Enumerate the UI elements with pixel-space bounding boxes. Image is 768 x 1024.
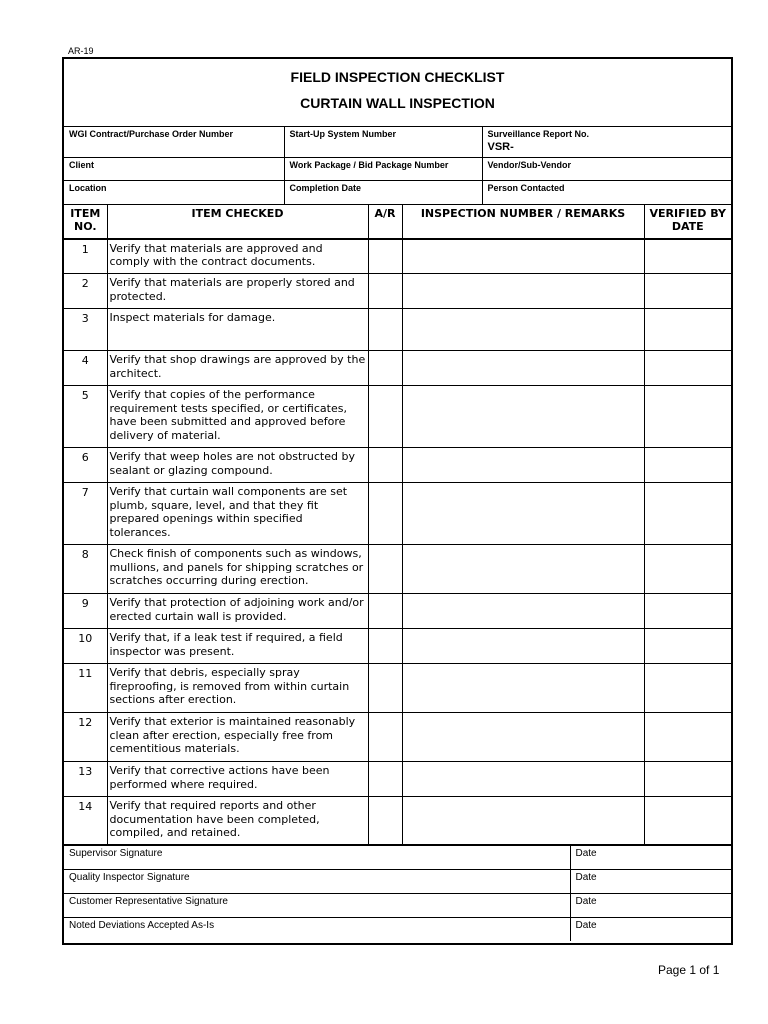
verified-cell[interactable] [644,239,731,274]
remarks-cell[interactable] [402,797,644,845]
location-label: Location [69,182,107,193]
vendor-field[interactable] [482,157,731,180]
table-row [64,309,731,351]
remarks-cell[interactable] [402,386,644,448]
ar-cell[interactable] [368,386,402,448]
completion-date-label: Completion Date [289,182,362,193]
form-subtitle: CURTAIN WALL INSPECTION [300,95,495,111]
supervisor-signature-field[interactable] [64,846,570,870]
vendor-label: Vendor/Sub-Vendor [487,159,572,170]
page-number: Page 1 of 1 [658,963,720,977]
item-text: Verify that protection of adjoining work and/or erected curtain wall is provided. [107,594,368,629]
startup-system-label: Start-Up System Number [289,129,397,139]
item-number: 1 [64,239,107,274]
verified-cell[interactable] [644,762,731,797]
table-row [64,713,731,762]
noted-deviations-date-field[interactable] [570,917,731,941]
form-title: FIELD INSPECTION CHECKLIST [290,69,505,85]
quality-inspector-signature-field[interactable] [64,869,570,893]
date-label: Date [575,847,597,859]
column-header-ar: A/R [368,205,402,239]
remarks-cell[interactable] [402,274,644,309]
date-label: Date [575,919,597,931]
item-number: 10 [64,629,107,664]
item-number: 8 [64,545,107,594]
item-number: 12 [64,713,107,762]
remarks-cell[interactable] [402,351,644,386]
checklist-table [64,205,731,846]
item-text: Inspect materials for damage. [107,309,368,351]
surveillance-report-value: VSR- [487,141,514,153]
item-text: Verify that shop drawings are approved by the architect. [107,351,368,386]
item-number: 4 [64,351,107,386]
signature-row [64,893,731,917]
client-field[interactable] [64,157,284,180]
item-text: Verify that, if a leak test if required, a field inspector was present. [107,629,368,664]
table-row [64,448,731,483]
ar-cell[interactable] [368,309,402,351]
table-row [64,664,731,713]
inspection-form [62,57,733,945]
ar-cell[interactable] [368,594,402,629]
remarks-cell[interactable] [402,448,644,483]
quality-inspector-signature-label: Quality Inspector Signature [69,871,190,883]
remarks-cell[interactable] [402,239,644,274]
table-row [64,797,731,845]
item-number: 6 [64,448,107,483]
signature-row [64,917,731,941]
verified-cell[interactable] [644,483,731,545]
ar-cell[interactable] [368,762,402,797]
ar-cell[interactable] [368,448,402,483]
item-text: Check finish of components such as windows, mullions, and panels for shipping scratches or scratches occurring during erection. [107,545,368,594]
noted-deviations-field[interactable] [64,917,570,941]
remarks-cell[interactable] [402,664,644,713]
ar-cell[interactable] [368,483,402,545]
verified-cell[interactable] [644,713,731,762]
verified-cell[interactable] [644,594,731,629]
table-row [64,386,731,448]
signature-row [64,869,731,893]
column-header-verified: VERIFIED BY DATE [644,205,731,239]
ar-cell[interactable] [368,664,402,713]
table-row [64,762,731,797]
ar-cell[interactable] [368,274,402,309]
customer-rep-signature-field[interactable] [64,893,570,917]
item-text: Verify that corrective actions have been performed where required. [107,762,368,797]
verified-cell[interactable] [644,309,731,351]
item-text: Verify that debris, especially spray fireproofing, is removed from within curtain sections after erection. [107,664,368,713]
table-row [64,545,731,594]
work-package-field[interactable] [284,157,482,180]
customer-rep-date-field[interactable] [570,893,731,917]
item-text: Verify that curtain wall components are set plumb, square, level, and that they fit prepared openings within specified tolerances. [107,483,368,545]
remarks-cell[interactable] [402,545,644,594]
verified-cell[interactable] [644,351,731,386]
remarks-cell[interactable] [402,309,644,351]
item-number: 13 [64,762,107,797]
item-text: Verify that required reports and other documentation have been completed, compiled, and retained. [107,797,368,845]
form-header [64,59,731,127]
form-id: AR-19 [68,46,94,56]
noted-deviations-label: Noted Deviations Accepted As-Is [69,919,215,931]
column-header-item-checked: ITEM CHECKED [107,205,368,239]
client-label: Client [69,159,95,170]
info-table [64,127,731,205]
contract-number-label: WGI Contract/Purchase Order Number [69,129,234,139]
ar-cell[interactable] [368,713,402,762]
table-row [64,351,731,386]
ar-cell[interactable] [368,629,402,664]
table-row [64,274,731,309]
item-text: Verify that materials are properly stored and protected. [107,274,368,309]
remarks-cell[interactable] [402,713,644,762]
item-number: 11 [64,664,107,713]
item-number: 2 [64,274,107,309]
date-label: Date [575,895,597,907]
work-package-label: Work Package / Bid Package Number [289,159,449,170]
date-label: Date [575,871,597,883]
item-number: 3 [64,309,107,351]
item-number: 14 [64,797,107,845]
table-row [64,629,731,664]
item-number: 7 [64,483,107,545]
surveillance-report-label: Surveillance Report No. [487,129,590,139]
table-row [64,483,731,545]
item-number: 5 [64,386,107,448]
contract-number-field[interactable] [64,127,284,157]
table-row [64,594,731,629]
item-text: Verify that exterior is maintained reasonably clean after erection, especially free from cementitious materials. [107,713,368,762]
table-row [64,239,731,274]
signature-table [64,846,731,941]
startup-system-field[interactable] [284,127,482,157]
completion-date-field[interactable] [284,180,482,204]
person-contacted-field[interactable] [482,180,731,204]
verified-cell[interactable] [644,629,731,664]
ar-cell[interactable] [368,797,402,845]
supervisor-signature-label: Supervisor Signature [69,847,163,859]
verified-cell[interactable] [644,386,731,448]
remarks-cell[interactable] [402,483,644,545]
verified-cell[interactable] [644,797,731,845]
item-number: 9 [64,594,107,629]
verified-cell[interactable] [644,274,731,309]
customer-rep-signature-label: Customer Representative Signature [69,895,228,907]
item-text: Verify that copies of the performance requirement tests specified, or certificates, have been submitted and approved before delivery of material. [107,386,368,448]
ar-cell[interactable] [368,351,402,386]
item-text: Verify that materials are approved and comply with the contract documents. [107,239,368,274]
remarks-cell[interactable] [402,594,644,629]
person-contacted-label: Person Contacted [487,182,565,193]
surveillance-report-field[interactable] [482,127,731,157]
remarks-cell[interactable] [402,762,644,797]
location-field[interactable] [64,180,284,204]
verified-cell[interactable] [644,545,731,594]
ar-cell[interactable] [368,545,402,594]
signature-row [64,846,731,870]
verified-cell[interactable] [644,448,731,483]
column-header-item-no: ITEM NO. [64,205,107,239]
item-text: Verify that weep holes are not obstructed by sealant or glazing compound. [107,448,368,483]
column-header-remarks: INSPECTION NUMBER / REMARKS [402,205,644,239]
quality-inspector-date-field[interactable] [570,869,731,893]
ar-cell[interactable] [368,239,402,274]
supervisor-date-field[interactable] [570,846,731,870]
remarks-cell[interactable] [402,629,644,664]
verified-cell[interactable] [644,664,731,713]
